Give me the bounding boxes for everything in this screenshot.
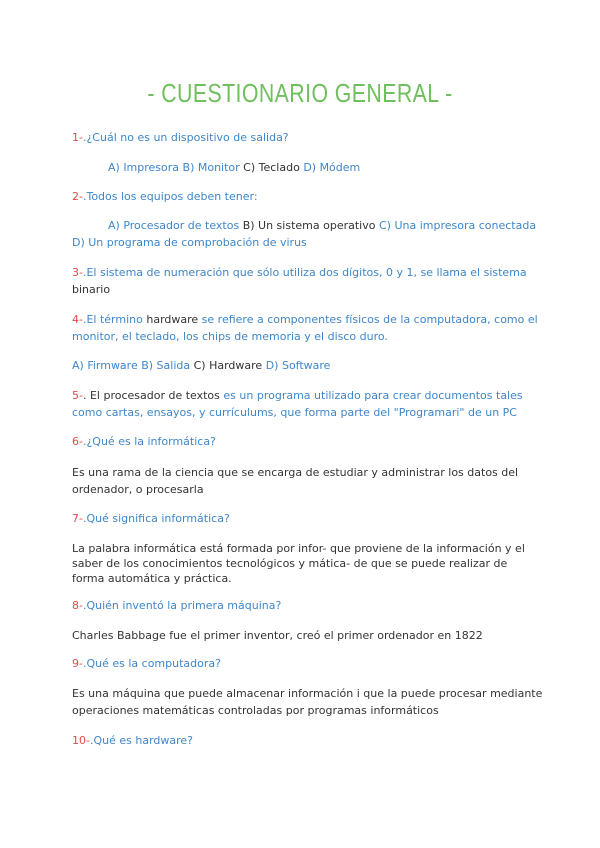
answer-text: saber de los conocimientos tecnológicos y mática- de que se puede realizar de (72, 557, 508, 570)
option-text: C) Una impresora conectada (378, 219, 537, 232)
option-text: D) Un programa de comprobación de virus (72, 236, 307, 249)
answer-text: binario (72, 283, 111, 296)
question-number: 3- (72, 266, 83, 279)
question-5 (72, 388, 523, 403)
question-number: 1- (72, 131, 83, 144)
answer-text: La palabra informática está formada por infor- que proviene de la información y el (72, 542, 525, 555)
question-number: 10- (72, 734, 90, 747)
answer-text: operaciones matemáticas controladas por programas informáticos (72, 704, 439, 717)
question-text: .¿Qué es la informática? (82, 435, 216, 448)
option-answer: C) Teclado (243, 161, 304, 174)
question-keyword: hardware (146, 313, 199, 326)
question-text: .Qué significa informática? (82, 512, 230, 525)
answer-text: ordenador, o procesarla (72, 483, 204, 496)
question-number: 8- (72, 599, 83, 612)
option-text: A) Firmware B) Salida (72, 359, 194, 372)
question-8 (72, 598, 281, 613)
question-6 (72, 434, 216, 449)
question-text: .Qué es la computadora? (82, 657, 221, 670)
question-number: 6- (72, 435, 83, 448)
question-4 (72, 312, 538, 327)
option-text: A) Impresora B) Monitor (108, 161, 244, 174)
question-1-options (108, 160, 360, 175)
question-3-answer (72, 282, 110, 297)
question-3 (72, 265, 527, 280)
question-number: 5- (72, 389, 83, 402)
question-keyword: . El procesador de textos (82, 389, 220, 402)
option-text: D) Módem (303, 161, 361, 174)
question-2 (72, 189, 258, 204)
question-text: .Quién inventó la primera máquina? (82, 599, 282, 612)
question-text: se refiere a componentes físicos de la computadora, como el (198, 313, 538, 326)
question-text: como cartas, ensayos, y currículums, que forma parte del "Programari" de un PC (72, 406, 517, 419)
question-text: es un programa utilizado para crear documentos tales (219, 389, 523, 402)
option-answer: C) Hardware (193, 359, 266, 372)
question-number: 9- (72, 657, 83, 670)
question-number: 2- (72, 190, 83, 203)
question-text: .Todos los equipos deben tener: (82, 190, 258, 203)
question-5-cont (72, 405, 517, 420)
question-text: monitor, el teclado, los chips de memoria y el disco duro. (72, 330, 388, 343)
question-number: 7- (72, 512, 83, 525)
question-7-answer-cont (72, 571, 232, 586)
answer-text: Es una máquina que puede almacenar información i que la puede procesar mediante (72, 687, 543, 700)
question-text: .El término (82, 313, 147, 326)
question-text: .El sistema de numeración que sólo utiliza dos dígitos, 0 y 1, se llama el sistema (82, 266, 527, 279)
option-text: A) Procesador de textos (108, 219, 243, 232)
option-answer: B) Un sistema operativo (242, 219, 379, 232)
answer-text: Es una rama de la ciencia que se encarga de estudiar y administrar los datos del (72, 466, 519, 479)
answer-text: Charles Babbage fue el primer inventor, creó el primer ordenador en 1822 (72, 629, 483, 642)
question-1 (72, 130, 289, 145)
answer-text: forma automática y práctica. (72, 572, 232, 585)
question-7-answer (72, 541, 525, 556)
question-4-cont (72, 329, 388, 344)
question-6-answer (72, 465, 518, 480)
question-9-answer-cont (72, 703, 439, 718)
question-text: .Qué es hardware? (89, 734, 194, 747)
question-6-answer-cont (72, 482, 204, 497)
question-text: .¿Cuál no es un dispositivo de salida? (82, 131, 289, 144)
question-4-options (72, 358, 330, 373)
question-10 (72, 733, 193, 748)
question-7-answer-cont (72, 556, 507, 571)
question-7 (72, 511, 230, 526)
question-8-answer (72, 628, 483, 643)
question-9 (72, 656, 221, 671)
question-9-answer (72, 686, 542, 701)
page-title: - CUESTIONARIO GENERAL - (147, 78, 453, 108)
option-text: D) Software (265, 359, 331, 372)
question-number: 4- (72, 313, 83, 326)
question-2-options (108, 218, 536, 233)
question-2-options-cont (72, 235, 307, 250)
